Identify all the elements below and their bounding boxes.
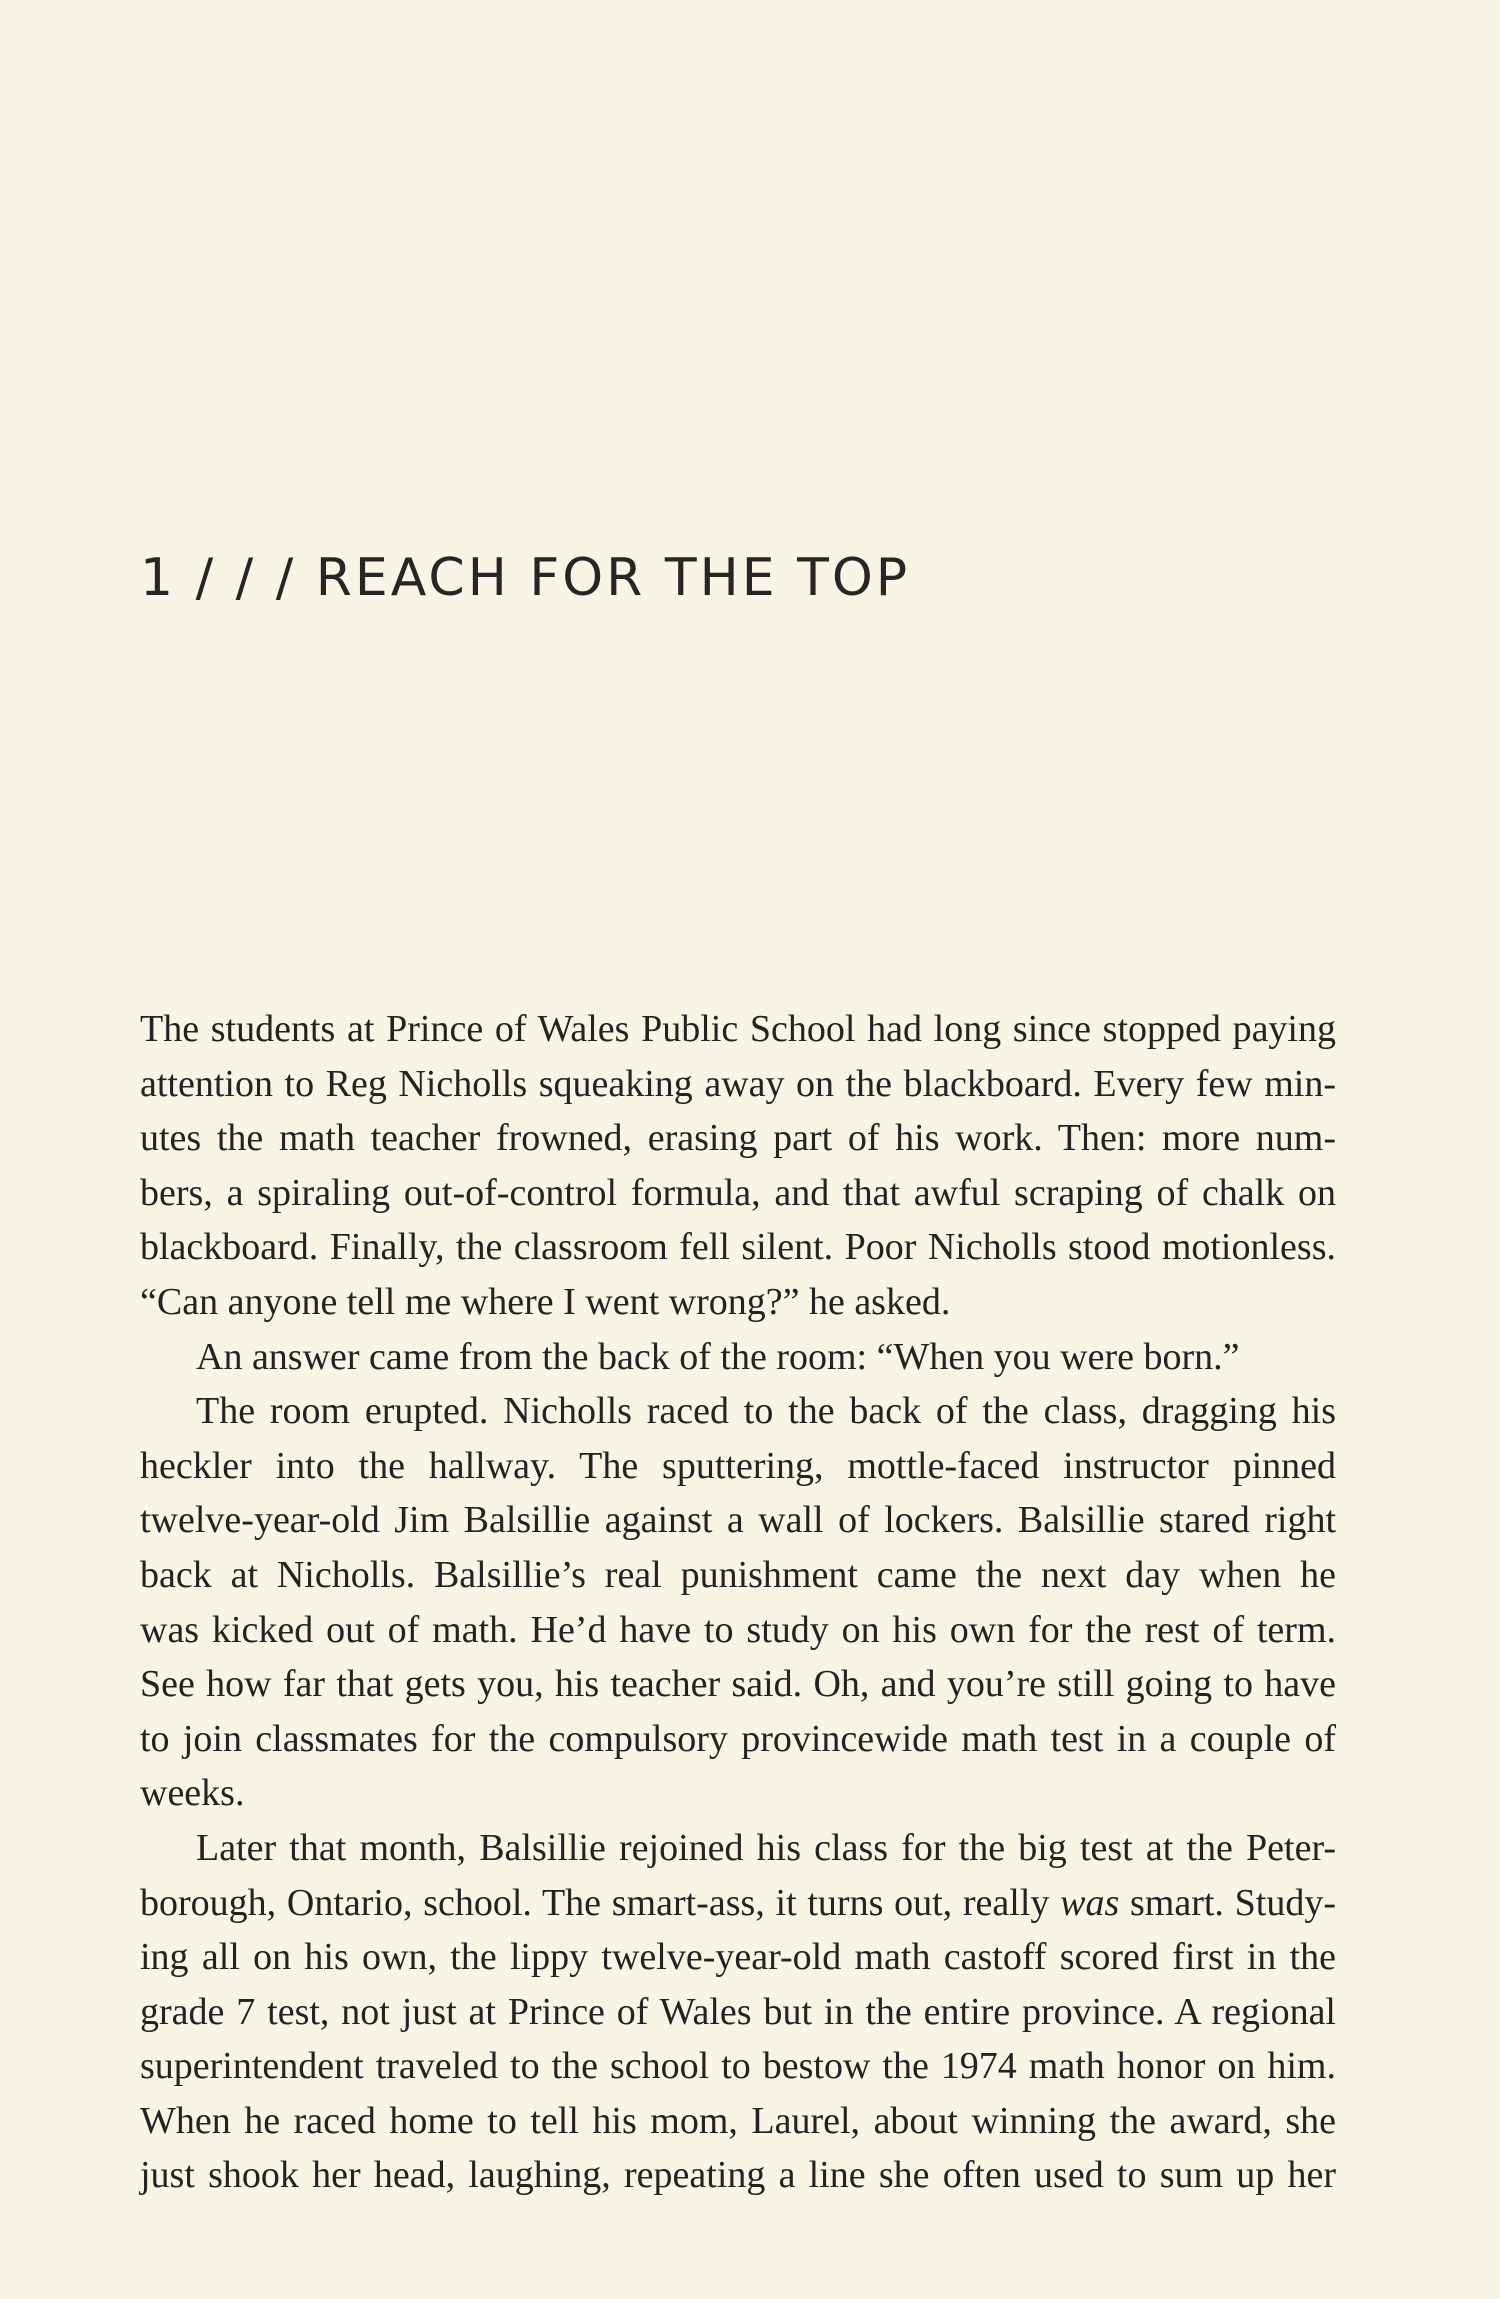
text-line: just shook her head, laughing, repeating a line she often used to sum up her bbox=[140, 2154, 1336, 2197]
paragraph-4 bbox=[140, 1821, 1336, 2203]
text-line: Later that month, Balsillie rejoined his class for the big test at the Peter- bbox=[196, 1826, 1336, 1869]
paragraph-2 bbox=[140, 1330, 1336, 1385]
text-line: grade 7 test, not just at Prince of Wales but in the entire province. A regional bbox=[140, 1990, 1336, 2033]
text-line: heckler into the hallway. The sputtering, mottle-faced instructor pinned bbox=[140, 1444, 1336, 1487]
text-line: was kicked out of math. He’d have to study on his own for the rest of term. bbox=[140, 1608, 1336, 1651]
text-line: ing all on his own, the lippy twelve-year-old math castoff scored first in the bbox=[140, 1936, 1336, 1979]
text-line: weeks. bbox=[140, 1772, 245, 1815]
text-line: An answer came from the back of the room: “When you were born.” bbox=[196, 1335, 1240, 1378]
text-line: borough, Ontario, school. The smart-ass, it turns out, really was smart. Study- bbox=[140, 1881, 1336, 1924]
paragraph-3 bbox=[140, 1384, 1336, 1821]
text-line: twelve-year-old Jim Balsillie against a wall of lockers. Balsillie stared right bbox=[140, 1499, 1336, 1542]
text-line: attention to Reg Nicholls squeaking away on the blackboard. Every few min- bbox=[140, 1062, 1336, 1105]
text-line: bers, a spiraling out-of-control formula, and that awful scraping of chalk on bbox=[140, 1171, 1336, 1214]
paragraph-1 bbox=[140, 1002, 1336, 1330]
chapter-heading: 1 / / / REACH FOR THE TOP bbox=[140, 548, 911, 608]
text-line: utes the math teacher frowned, erasing part of his work. Then: more num- bbox=[140, 1117, 1336, 1160]
body-text bbox=[140, 1002, 1336, 2203]
text-line: “Can anyone tell me where I went wrong?” he asked. bbox=[140, 1280, 951, 1323]
text-line: The students at Prince of Wales Public School had long since stopped paying bbox=[140, 1008, 1336, 1050]
text-line: back at Nicholls. Balsillie’s real punishment came the next day when he bbox=[140, 1553, 1336, 1596]
text-line: superintendent traveled to the school to bestow the 1974 math honor on him. bbox=[140, 2045, 1336, 2088]
text-line: to join classmates for the compulsory provincewide math test in a couple of bbox=[140, 1717, 1336, 1760]
text-line: When he raced home to tell his mom, Laurel, about winning the award, she bbox=[140, 2099, 1336, 2142]
text-line: blackboard. Finally, the classroom fell silent. Poor Nicholls stood motionless. bbox=[140, 1226, 1336, 1269]
text-line: See how far that gets you, his teacher said. Oh, and you’re still going to have bbox=[140, 1663, 1336, 1706]
text-line: The room erupted. Nicholls raced to the back of the class, dragging his bbox=[196, 1390, 1336, 1433]
